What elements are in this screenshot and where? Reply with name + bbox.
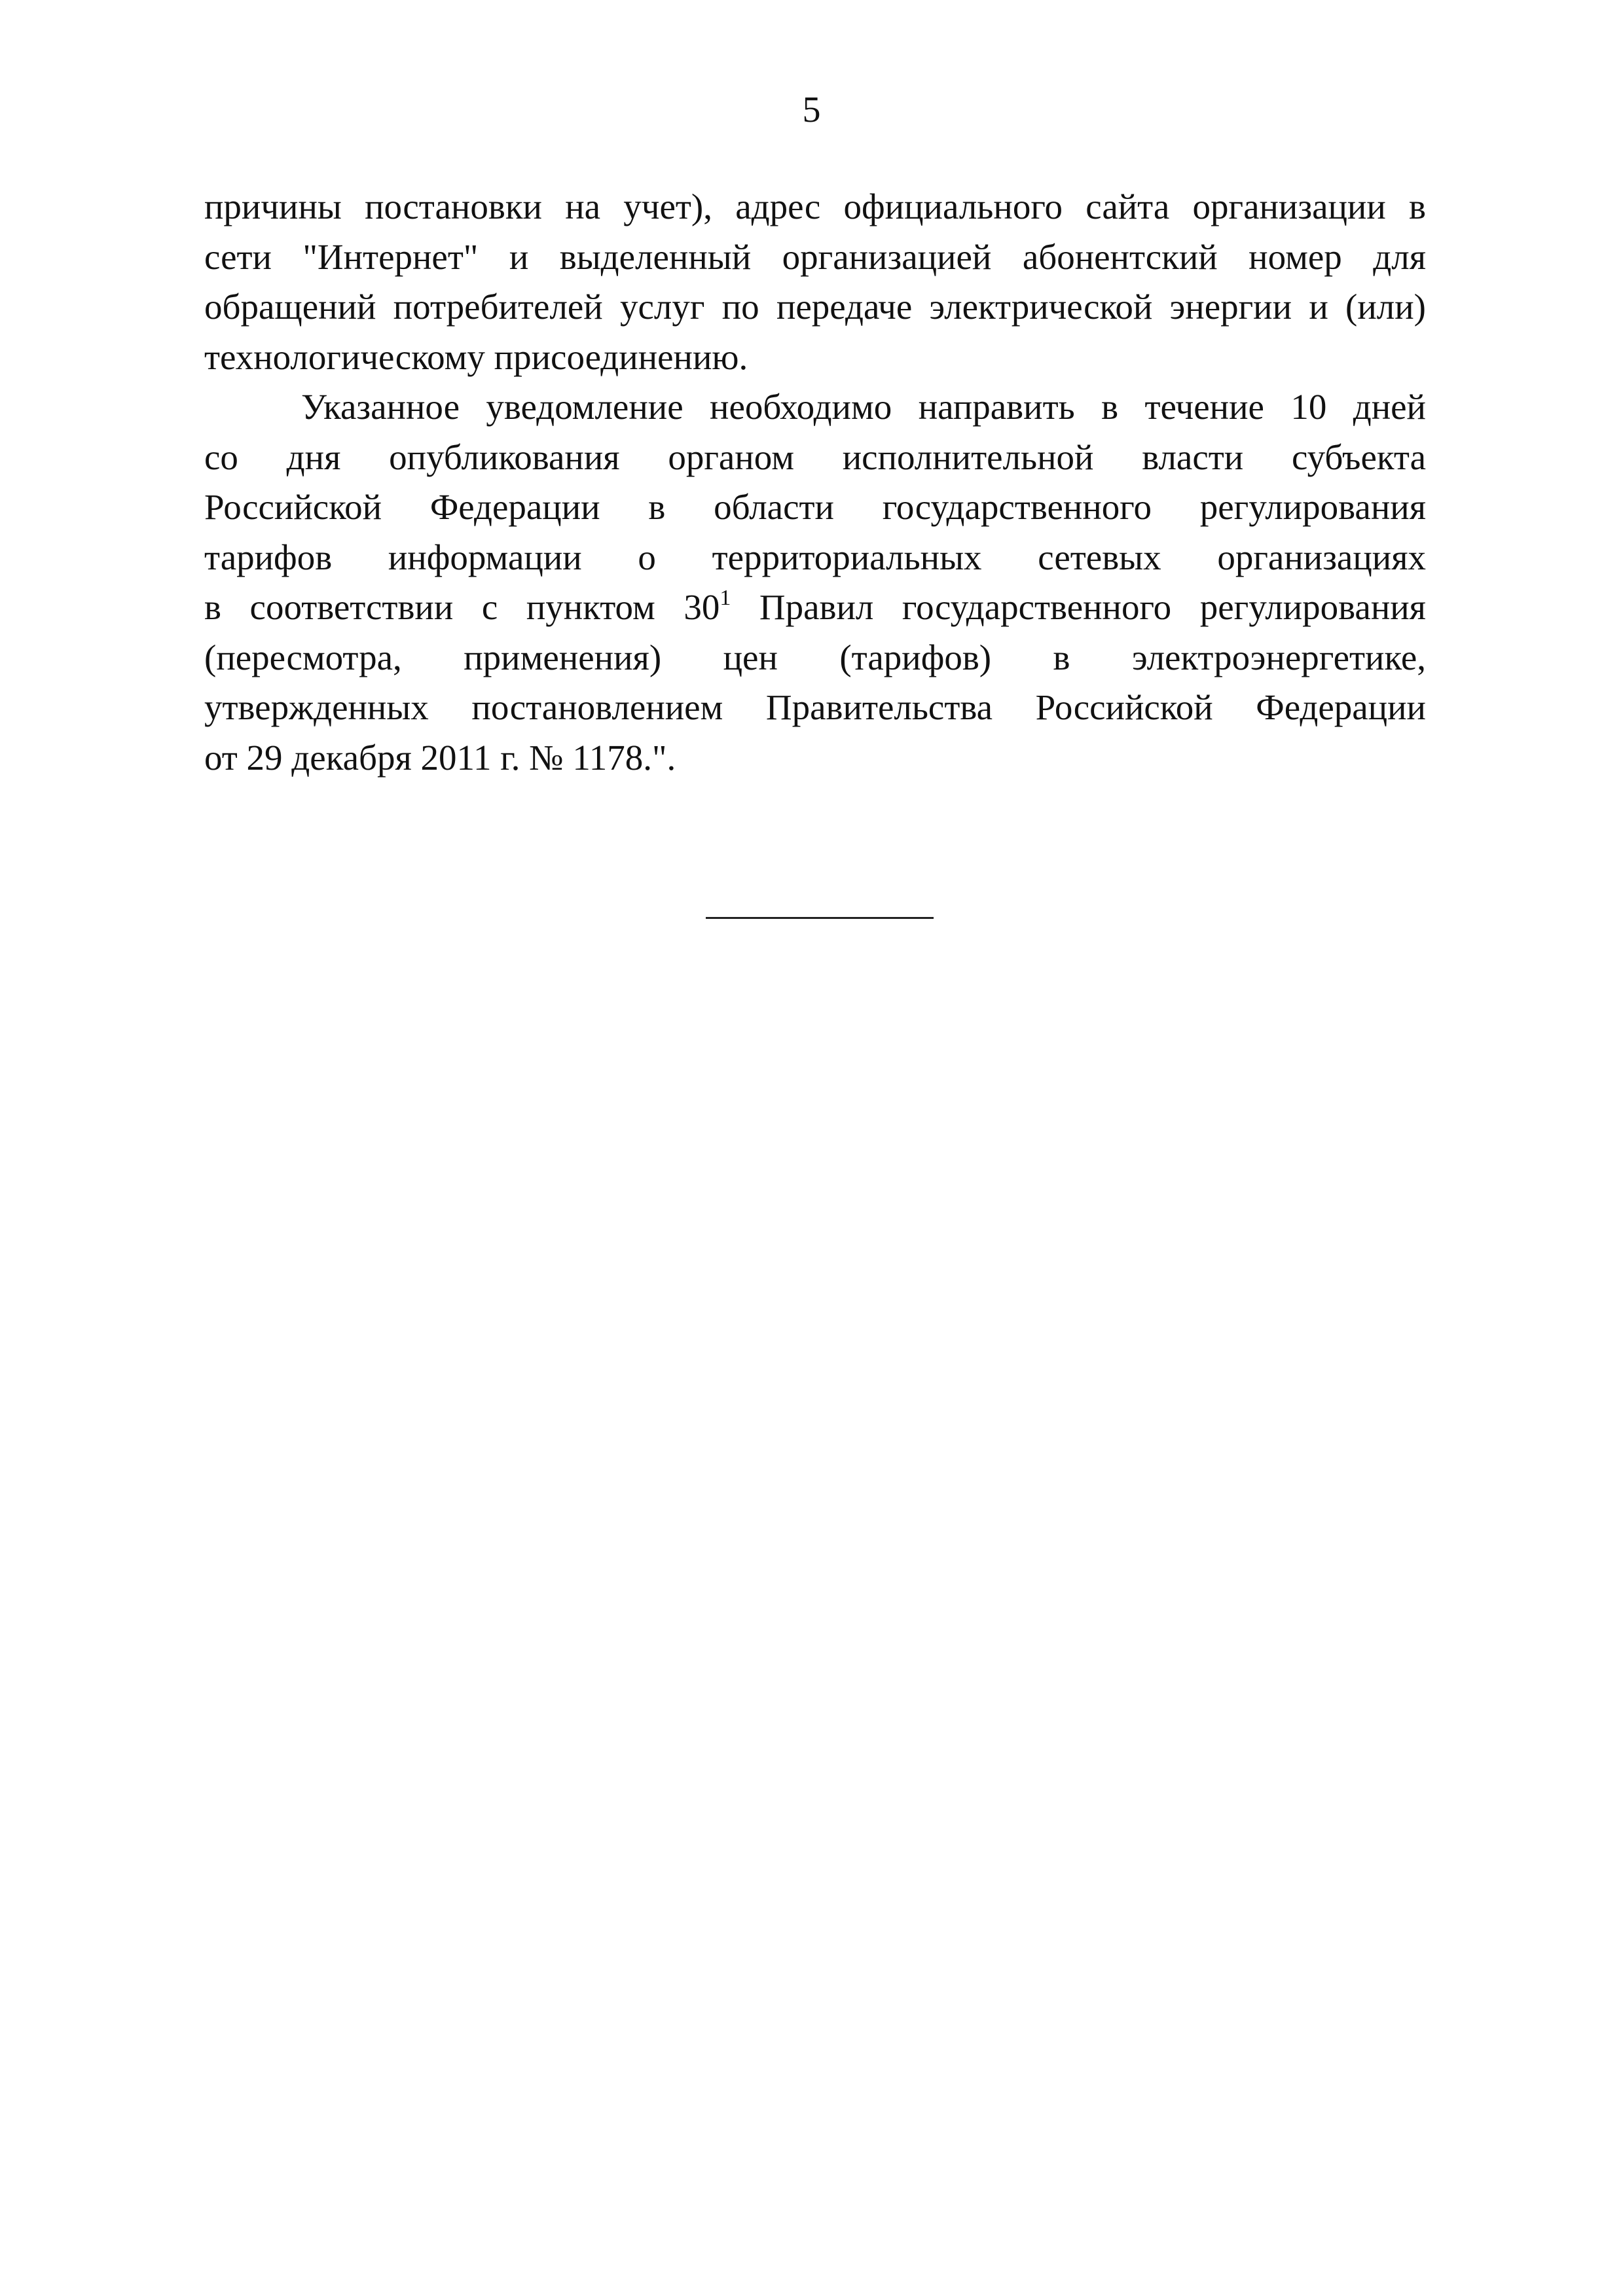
text-line: утвержденных постановлением Правительства Российской Федерации [204, 687, 1426, 727]
text-line: (пересмотра, применения) цен (тарифов) в электроэнергетике, [204, 637, 1426, 677]
text-line [204, 583, 1426, 633]
paragraph-1 [204, 182, 1426, 382]
text-line: сети "Интернет" и выделенный организацией абонентский номер для [204, 236, 1426, 277]
text-line: Указанное уведомление необходимо направить в течение 10 дней [301, 387, 1426, 427]
text-fragment: в соответствии с пунктом 30 [204, 587, 720, 627]
document-body [204, 182, 1426, 783]
text-line: от 29 декабря 2011 г. № 1178.". [204, 737, 676, 778]
text-line: Российской Федерации в области государственного регулирования [204, 487, 1426, 527]
footnote-superscript: 1 [720, 586, 731, 610]
text-line: причины постановки на учет), адрес официального сайта организации в [204, 187, 1426, 226]
text-line: обращений потребителей услуг по передаче электрической энергии и (или) [204, 287, 1426, 327]
end-of-document-rule [706, 917, 934, 919]
text-line: технологическому присоединению. [204, 336, 748, 377]
text-line: со дня опубликования органом исполнительной власти субъекта [204, 437, 1426, 477]
paragraph-2 [204, 382, 1426, 783]
page-number: 5 [802, 90, 821, 130]
text-fragment: Правил государственного регулирования [731, 587, 1426, 627]
text-line: тарифов информации о территориальных сетевых организациях [204, 537, 1426, 577]
